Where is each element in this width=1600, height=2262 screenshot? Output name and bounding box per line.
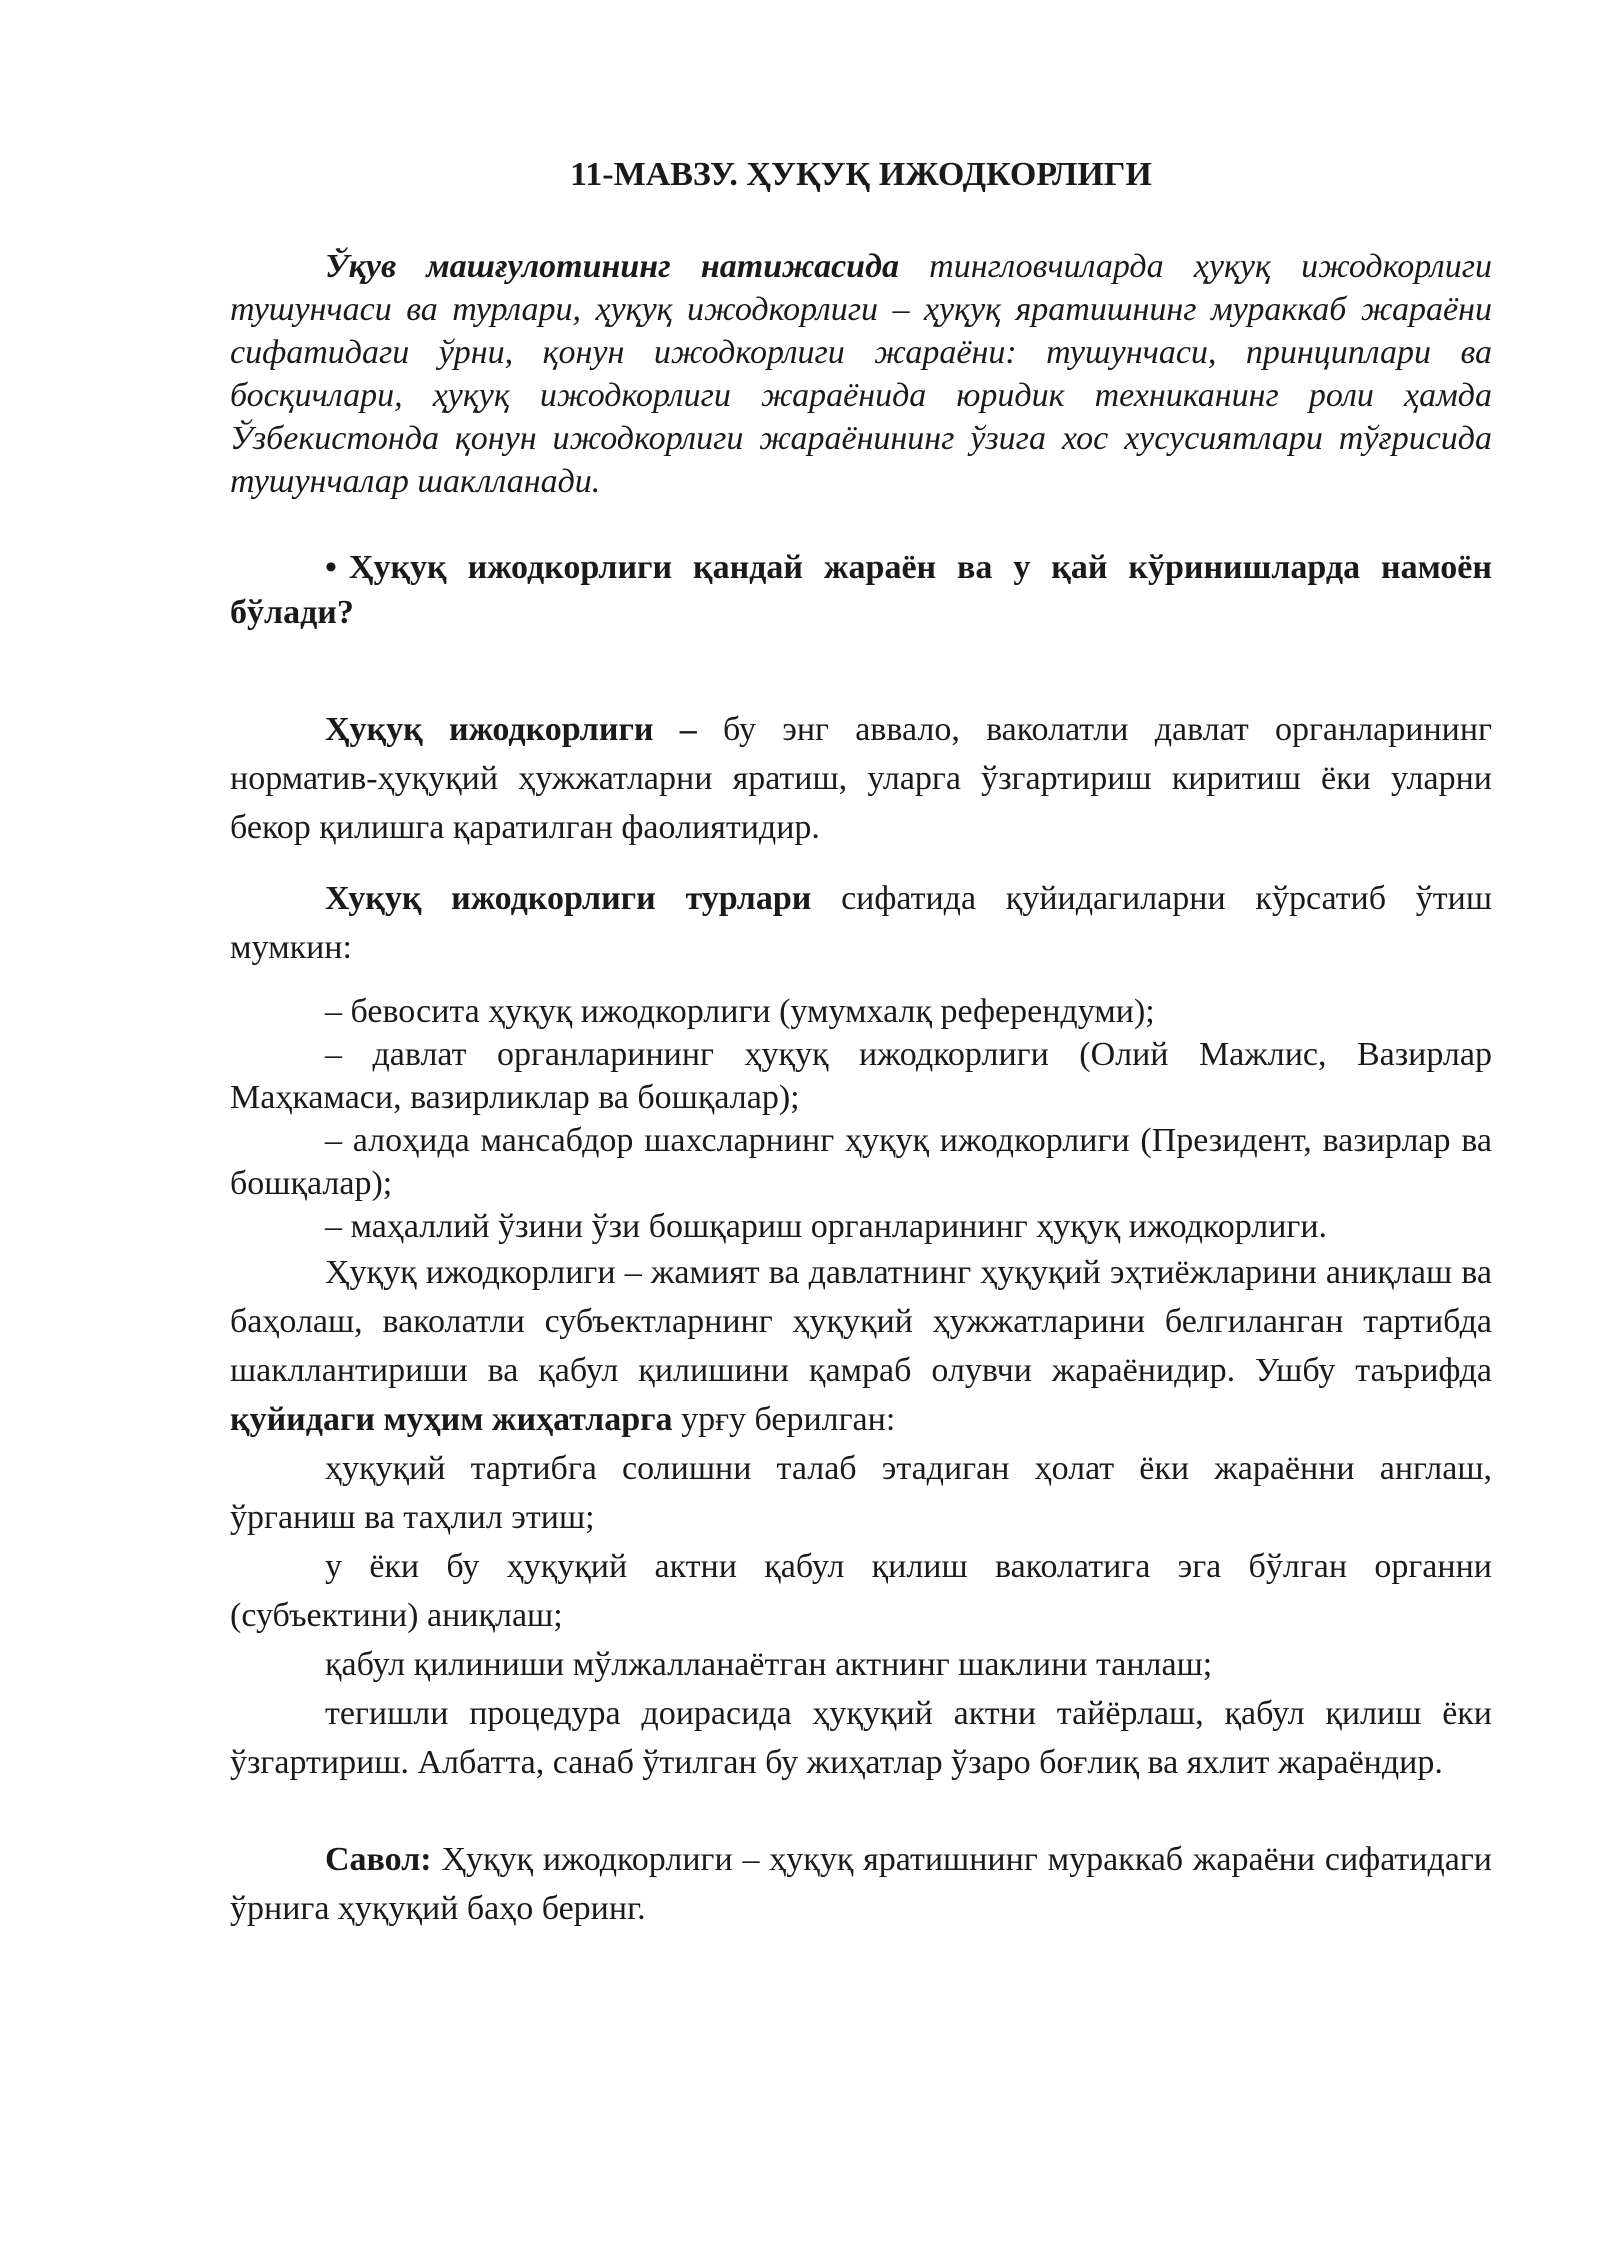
aspects-list: [230, 1444, 1492, 1787]
process-paragraph: [230, 1248, 1492, 1444]
question-text: Ҳуқуқ ижодкорлиги қандай жараён ва у қай кўринишларда намоён бўлади?: [230, 549, 1492, 631]
process-tail: урғу берилган:: [672, 1401, 896, 1438]
types-intro-paragraph: [230, 874, 1492, 972]
question-heading: [230, 545, 1492, 635]
list-item: – давлат органларининг ҳуқуқ ижодкорлиги (Олий Мажлис, Вазирлар Маҳкамаси, вазирликлар ва бошқалар);: [230, 1036, 1492, 1116]
definition-text: бу энг аввало, ваколатли давлат органларининг норматив-ҳуқуқий ҳужжатларни яратиш, уларга ўзгартириш киритиш ёки уларни бекор қилишга қаратилган фаолиятидир.: [230, 711, 1492, 846]
definition-term: Ҳуқуқ ижодкорлиги –: [325, 711, 697, 748]
list-item: – алоҳида мансабдор шахсларнинг ҳуқуқ ижодкорлиги (Президент, вазирлар ва бошқалар);: [230, 1122, 1492, 1202]
list-item: – маҳаллий ўзини ўзи бошқариш органларининг ҳуқуқ ижодкорлиги.: [325, 1208, 1328, 1245]
task-label: Савол:: [325, 1841, 432, 1878]
list-item: қабул қилиниши мўлжалланаётган актнинг шаклини танлаш;: [325, 1646, 1213, 1683]
document-body: [230, 705, 1492, 1933]
types-list: [230, 990, 1492, 1248]
bullet-icon: •: [325, 549, 337, 586]
list-item: у ёки бу ҳуқуқий актни қабул қилиш ваколатига эга бўлган органни (субъектини) аниқлаш;: [230, 1548, 1492, 1634]
definition-paragraph: [230, 705, 1492, 852]
learning-outcome-lead: Ўқув машғулотининг натижасида: [325, 248, 899, 285]
process-text: Ҳуқуқ ижодкорлиги – жамият ва давлатнинг ҳуқуқий эҳтиёжларини аниқлаш ва баҳолаш, ваколатли субъектларнинг ҳуқуқий ҳужжатларини белгиланган тартибда шакллантириши ва қабул қилишини қамраб олувчи жараёнидир. Ушбу таърифда: [230, 1254, 1492, 1389]
types-intro-term: Хуқуқ ижодкорлиги турлари: [325, 880, 812, 917]
task-paragraph: [230, 1835, 1492, 1933]
learning-outcome-text: тингловчиларда ҳуқуқ ижодкорлиги тушунчаси ва турлари, ҳуқуқ ижодкорлиги – ҳуқуқ яратишнинг мураккаб жараёни сифатидаги ўрни, қонун ижодкорлиги жараёни: тушунчаси, принциплари ва босқичлари, ҳуқуқ ижодкорлиги жараёнида юридик техниканинг роли ҳамда Ўзбекистонда қонун ижодкорлиги жараёнининг ўзига хос хусусиятлари тўғрисида тушунчалар шаклланади.: [230, 248, 1492, 500]
process-bold: қуйидаги муҳим жиҳатларга: [230, 1401, 673, 1438]
document-page: [230, 0, 1492, 2262]
list-item: ҳуқуқий тартибга солишни талаб этадиган ҳолат ёки жараённи англаш, ўрганиш ва таҳлил этиш;: [230, 1450, 1492, 1536]
list-item: тегишли процедура доирасида ҳуқуқий актни тайёрлаш, қабул қилиш ёки ўзгартириш. Албатта, санаб ўтилган бу жиҳатлар ўзаро боғлиқ ва яхлит жараёндир.: [230, 1695, 1492, 1781]
page-title: 11-МАВЗУ. ҲУҚУҚ ИЖОДКОРЛИГИ: [570, 156, 1152, 193]
task-text: Ҳуқуқ ижодкорлиги – ҳуқуқ яратишнинг мураккаб жараёни сифатидаги ўрнига ҳуқуқий баҳо беринг.: [230, 1841, 1492, 1927]
learning-outcome-paragraph: [230, 245, 1492, 503]
types-intro-text: сифатида қуйидагиларни кўрсатиб ўтиш мумкин:: [230, 880, 1493, 966]
list-item: – бевосита ҳуқуқ ижодкорлиги (умумхалқ референдуми);: [325, 993, 1155, 1030]
